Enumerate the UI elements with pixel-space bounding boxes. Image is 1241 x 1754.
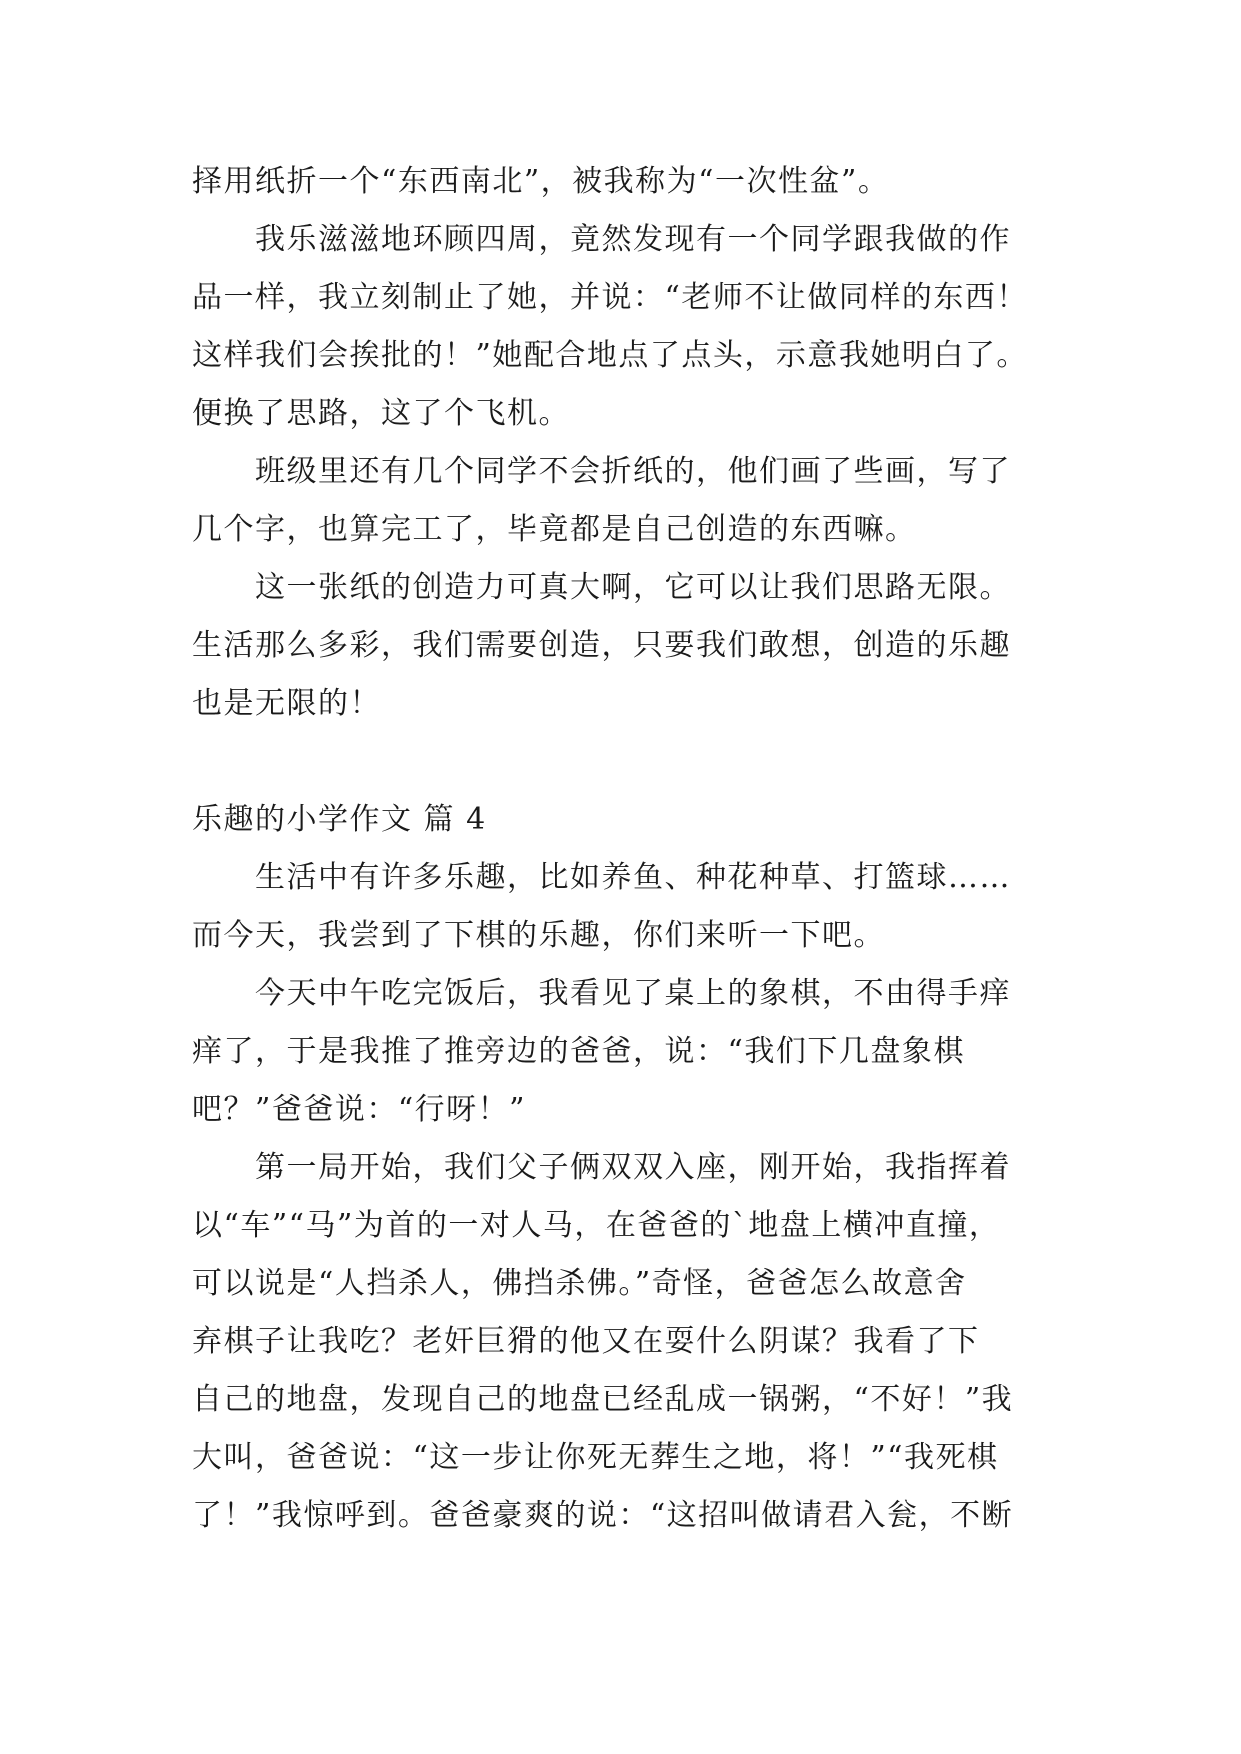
text-line: 弃棋子让我吃？老奸巨猾的他又在耍什么阴谋？我看了下 [192,1324,980,1359]
text-line: 而今天，我尝到了下棋的乐趣，你们来听一下吧。 [192,918,885,953]
paragraph-start-line: 这一张纸的创造力可真大啊，它可以让我们思路无限。 [255,570,1011,605]
text-line: 以“车”“马”为首的一对人马，在爸爸的`地盘上横冲直撞， [192,1208,1001,1243]
text-line: 自己的地盘，发现自己的地盘已经乱成一锅粥，“不好！”我 [192,1382,1014,1417]
text-line: 也是无限的！ [192,686,381,721]
paragraph-start-line: 今天中午吃完饭后，我看见了桌上的象棋，不由得手痒 [255,976,1011,1011]
text-line: 了！”我惊呼到。爸爸豪爽的说：“这招叫做请君入瓮，不断 [192,1498,1014,1533]
text-line: 生活那么多彩，我们需要创造，只要我们敢想，创造的乐趣 [192,628,1011,663]
text-line: 痒了，于是我推了推旁边的爸爸，说：“我们下几盘象棋 [192,1034,965,1069]
text-line: 大叫，爸爸说：“这一步让你死无葬生之地，将！”“我死棋 [192,1440,999,1475]
text-line: 几个字，也算完工了，毕竟都是自己创造的东西嘛。 [192,512,917,547]
text-line: 这样我们会挨批的！”她配合地点了点头，示意我她明白了。 [192,338,1028,373]
text-line: 择用纸折一个“东西南北”，被我称为“一次性盆”。 [192,164,890,199]
paragraph-start-line: 第一局开始，我们父子俩双双入座，刚开始，我指挥着 [255,1150,1011,1185]
text-line: 品一样，我立刻制止了她，并说：“老师不让做同样的东西！ [192,280,1028,315]
text-line: 可以说是“人挡杀人，佛挡杀佛。”奇怪，爸爸怎么故意舍 [192,1266,967,1301]
paragraph-start-line: 生活中有许多乐趣，比如养鱼、种花种草、打篮球…… [255,860,1011,895]
paragraph-start-line: 我乐滋滋地环顾四周，竟然发现有一个同学跟我做的作 [255,222,1011,257]
text-line: 吧？”爸爸说：“行呀！” [192,1092,527,1127]
paragraph-start-line: 班级里还有几个同学不会折纸的，他们画了些画，写了 [255,454,1011,489]
section-heading: 乐趣的小学作文 篇 4 [192,802,487,837]
text-line: 便换了思路，这了个飞机。 [192,396,570,431]
